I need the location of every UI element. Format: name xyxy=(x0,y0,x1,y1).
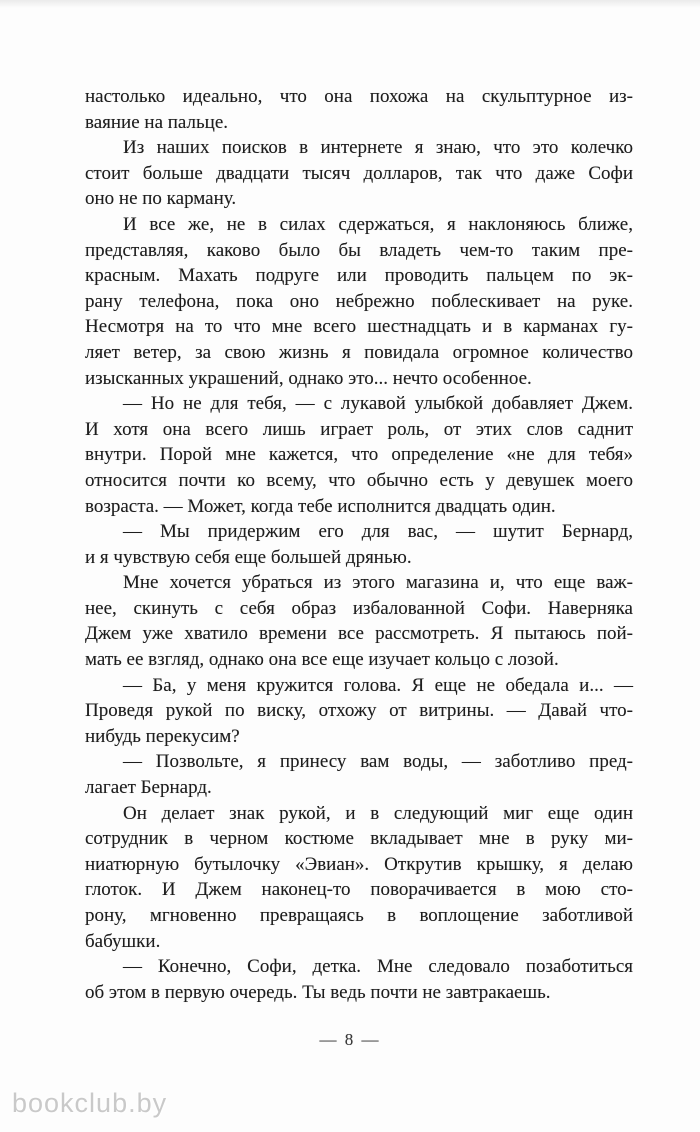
text-line: относится почти ко всему, что обычно есть у девушек моего xyxy=(85,469,633,491)
text-line: рону, мгновенно превращаясь в воплощение заботливой xyxy=(85,905,633,926)
text-line: Несмотря на то что мне всего шестнадцать и в карманах гу- xyxy=(85,316,633,338)
text-line: И хотя она всего лишь играет роль, от этих слов саднит xyxy=(85,418,633,440)
text-line: — Ба, у меня кружится голова. Я еще не обедала и... — xyxy=(123,674,633,696)
text-line: об этом в первую очередь. Ты ведь почти не завтракаешь. xyxy=(85,981,551,1003)
scan-edge-artifact xyxy=(0,0,700,8)
text-line: — Позвольте, я принесу вам воды, — заботливо пред- xyxy=(123,751,633,773)
text-line: Проведя рукой по виску, отхожу от витрины. — Давай что- xyxy=(85,700,633,722)
text-line: Из наших поисков в интернете я знаю, что это колечко xyxy=(123,137,633,159)
text-line: И все же, не в силах сдержаться, я наклоняюсь ближе, xyxy=(123,213,633,235)
text-line: бабушки. xyxy=(85,930,161,952)
text-line: настолько идеально, что она похожа на скульптурное из- xyxy=(85,86,633,107)
page-text xyxy=(85,84,633,1005)
text-line: глоток. И Джем наконец-то поворачивается в мою сто- xyxy=(85,879,633,901)
text-line: Джем уже хватило времени все рассмотреть. Я пытаюсь пой- xyxy=(85,623,633,645)
text-line: красным. Махать подруге или проводить пальцем по эк- xyxy=(85,265,633,287)
text-line: — Мы придержим его для вас, — шутит Бернард, xyxy=(123,521,633,543)
text-line: сотрудник в черном костюме вкладывает мне в руку ми- xyxy=(85,828,633,850)
text-line: и я чувствую себя еще большей дрянью. xyxy=(85,546,412,568)
text-line: Он делает знак рукой, и в следующий миг еще один xyxy=(123,802,633,824)
text-line: ваяние на пальце. xyxy=(85,111,229,133)
text-line: — Но не для тебя, — с лукавой улыбкой добавляет Джем. xyxy=(123,393,633,415)
page-number: — 8 — xyxy=(319,1030,381,1049)
text-line: ляет ветер, за свою жизнь я повидала огромное количество xyxy=(85,341,633,363)
text-line: представляя, каково было бы владеть чем-то таким пре- xyxy=(85,239,633,261)
text-line: — Конечно, Софи, детка. Мне следовало позаботиться xyxy=(123,956,633,978)
text-line: нее, скинуть с себя образ избалованной Софи. Наверняка xyxy=(85,597,633,619)
text-line: лагает Бернард. xyxy=(85,777,212,799)
text-line: мать ее взгляд, однако она все еще изучает кольцо с лозой. xyxy=(85,649,559,671)
text-line: стоит больше двадцати тысяч долларов, так что даже Софи xyxy=(85,162,633,184)
text-line: рану телефона, пока оно небрежно поблескивает на руке. xyxy=(85,290,633,312)
text-line: внутри. Порой мне кажется, что определение «не для тебя» xyxy=(85,444,633,466)
text-line: Мне хочется убраться из этого магазина и, что еще важ- xyxy=(123,572,633,594)
text-line: оно не по карману. xyxy=(85,188,237,210)
watermark-bookclub: bookclub.by xyxy=(12,1088,168,1118)
text-line: изысканных украшений, однако это... нечто особенное. xyxy=(85,367,532,389)
text-line: ниатюрную бутылочку «Эвиан». Открутив крышку, я делаю xyxy=(85,853,633,875)
text-line: возраста. — Может, когда тебе исполнится двадцать один. xyxy=(85,495,556,517)
text-line: нибудь перекусим? xyxy=(85,725,240,747)
